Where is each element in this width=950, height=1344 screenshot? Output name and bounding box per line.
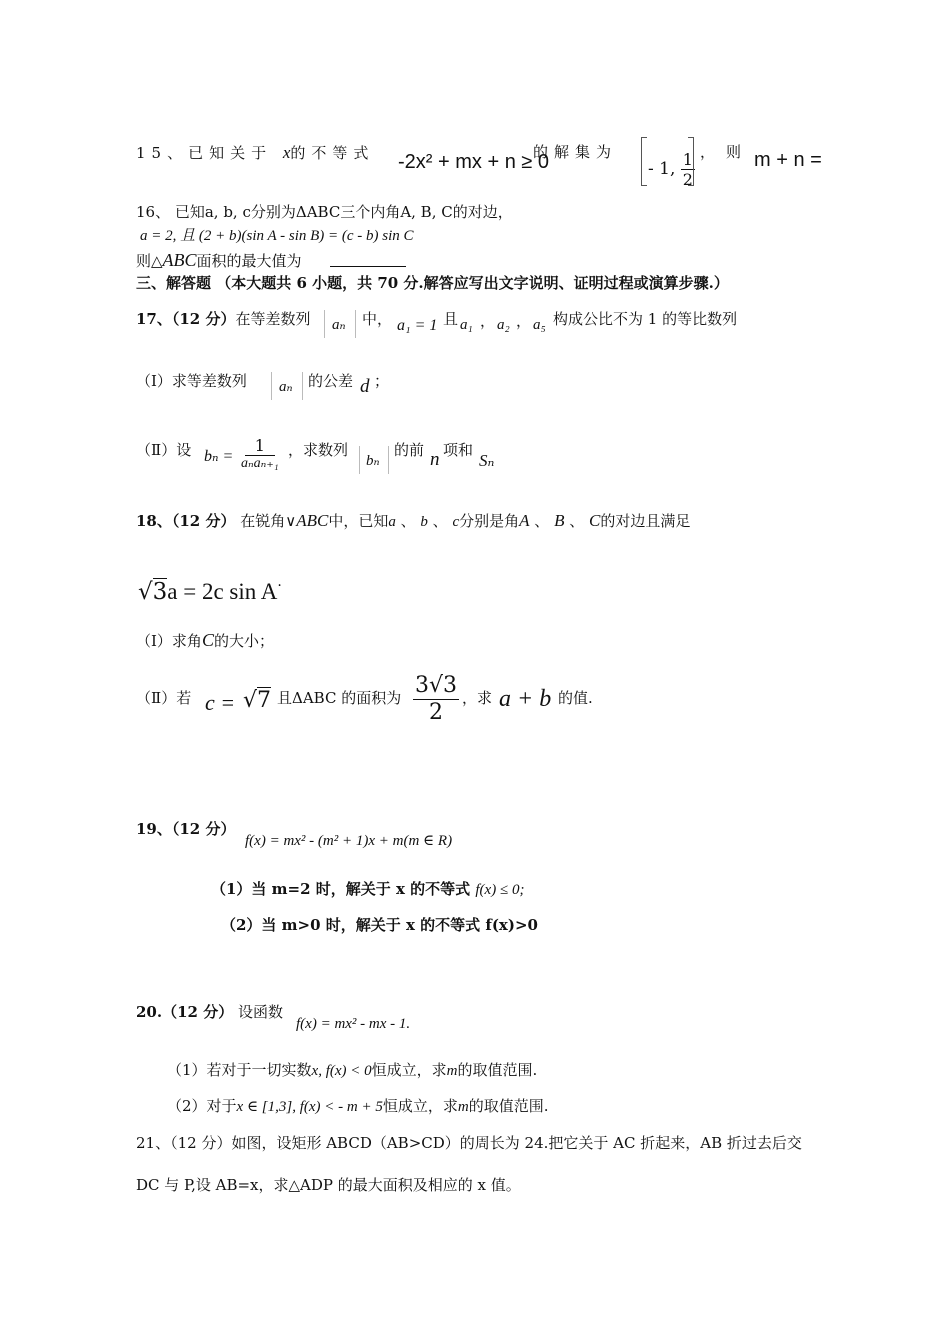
q15-then: 则 bbox=[726, 143, 742, 161]
q18-p1-post: 的大小； bbox=[213, 632, 274, 650]
q17-p2-s: Sₙ bbox=[479, 451, 495, 470]
q19-func: f(x) = mx² - (m² + 1)x + m(m ∈ R) bbox=[245, 833, 453, 849]
q17-p2-mid: ，求数列 bbox=[288, 441, 349, 459]
q18-p2-sqrt-wrap: √7 bbox=[243, 688, 272, 713]
q18-line: 18、（12 分） 在锐角∨ABC中，已知a 、 b 、 c分别是角A 、 B 、 C的对边且满足 bbox=[136, 511, 691, 530]
q17-line bbox=[136, 310, 311, 328]
q20-p1 bbox=[167, 1061, 537, 1080]
q15-interval-den: 2 bbox=[682, 170, 693, 190]
q20-t1: 设函数 bbox=[233, 1003, 283, 1021]
q17-p2-fraction bbox=[241, 436, 279, 473]
q17-p2-mid2: 的前 bbox=[394, 441, 425, 459]
q16-answer-blank bbox=[330, 266, 406, 267]
q18-p1-C: C bbox=[201, 630, 214, 650]
q18-C: C bbox=[589, 511, 601, 530]
q20-p2-expr: x ∈ [1,3], f(x) < - m + 5 bbox=[236, 1099, 383, 1115]
q15-tail: ， bbox=[700, 143, 716, 161]
q15-mid: 的不等式 bbox=[290, 144, 375, 162]
q17-t1: 在等差数列 bbox=[235, 310, 311, 328]
q18-p2-fraction bbox=[413, 673, 459, 727]
q17-p2-pre: （Ⅱ）设 bbox=[136, 441, 192, 459]
q18-eq-rest: a = 2c sin A bbox=[167, 579, 278, 604]
q18-p2-pre: （Ⅱ）若 bbox=[136, 689, 192, 707]
q18-p2-frac bbox=[413, 673, 459, 727]
q16-line1: 16、 已知a, b, c分别为ΔABC三个内角A, B, C的对边， bbox=[136, 203, 513, 221]
q20-p1-pre: （1）若对于一切实数 bbox=[167, 1061, 312, 1079]
q18-eq-sqrt: 3 bbox=[152, 579, 168, 605]
q18-p2-mid2: ，求 bbox=[462, 689, 493, 707]
q20-p1-end: 的取值范围. bbox=[457, 1061, 538, 1079]
q17-t4: 构成公比不为 1 的等比数列 bbox=[553, 310, 738, 328]
q15-interval-left-bracket bbox=[641, 137, 647, 186]
q17-a2: a₂ bbox=[497, 317, 510, 333]
q18-t4: 的对边且满足 bbox=[600, 512, 691, 530]
q17-p2-num: 1 bbox=[245, 436, 275, 456]
q19-p1 bbox=[211, 880, 524, 899]
q18-t3: 分别是角 bbox=[459, 512, 520, 530]
q18-p2-ab: a + b bbox=[499, 686, 552, 712]
q19-head: 19、（12 分） bbox=[136, 820, 236, 838]
q18-equation: √3a = 2c sin A· bbox=[138, 578, 282, 605]
q15-var: x bbox=[282, 143, 291, 162]
q17-a1: a₁ bbox=[460, 317, 473, 333]
q18-abc: ABC bbox=[296, 511, 329, 530]
q20-p1-mid: 恒成立，求 bbox=[371, 1061, 447, 1079]
q17-comma2: ， bbox=[516, 312, 532, 330]
q17-p2-frac bbox=[241, 436, 279, 473]
q17-a1eq: a₁ = 1 bbox=[397, 317, 438, 334]
q17-seq: aₙ bbox=[332, 317, 346, 333]
q18-p2-sqrt: 7 bbox=[257, 688, 272, 713]
q15-expr: -2x² + mx + n ≥ 0 bbox=[398, 151, 550, 173]
q20-p2-end: 的取值范围. bbox=[468, 1097, 549, 1115]
q18-p1 bbox=[136, 630, 274, 652]
q17-p1-d: d bbox=[360, 376, 370, 397]
q18-c: c bbox=[452, 514, 460, 530]
q20-p1-m: m bbox=[446, 1063, 458, 1079]
q17-a5: a₅ bbox=[533, 317, 546, 333]
q18-head: 18、（12 分） bbox=[136, 512, 236, 530]
q17-comma1: ， bbox=[480, 312, 496, 330]
q17-p1-end: ； bbox=[374, 372, 390, 390]
q16-line3-pre: 则△ bbox=[136, 252, 163, 270]
q16-line3 bbox=[136, 250, 302, 272]
q18-p2-mid: 且ΔABC 的面积为 bbox=[277, 689, 402, 707]
q17-head: 17、（12 分） bbox=[136, 310, 236, 328]
q20-p2-m: m bbox=[457, 1099, 469, 1115]
q18-p2-end: 的值. bbox=[558, 689, 593, 707]
q15-label: 15、已知关于 bbox=[136, 144, 273, 162]
q20-p2-mid: 恒成立，求 bbox=[382, 1097, 458, 1115]
q17-p2-mid3: 项和 bbox=[443, 441, 474, 459]
q20-func: f(x) = mx² - mx - 1. bbox=[296, 1016, 411, 1032]
q18-t2: 中，已知 bbox=[328, 512, 389, 530]
q17-t3: 且 bbox=[443, 310, 459, 328]
q19-p2: （2）当 m>0 时，解关于 x 的不等式 f(x)>0 bbox=[221, 916, 538, 934]
q15-mid2: 的解集为 bbox=[533, 143, 618, 161]
q15-interval-left: - 1, bbox=[648, 159, 676, 180]
q17-p1-pre: （Ⅰ）求等差数列 bbox=[136, 372, 247, 390]
q18-eq-dot: · bbox=[277, 578, 282, 594]
q18-p2-c: c = bbox=[205, 690, 236, 715]
q21-line2: DC 与 P,设 AB=x，求△ADP 的最大面积及相应的 x 值。 bbox=[136, 1176, 521, 1194]
q18-p2-den: 2 bbox=[429, 700, 443, 726]
q19-p1-expr: f(x) ≤ 0; bbox=[475, 882, 525, 898]
q19-p1-text: （1）当 m=2 时，解关于 x 的不等式 bbox=[211, 880, 471, 898]
q17-p2-b: bₙ = bbox=[204, 448, 234, 465]
q20-head: 20.（12 分） bbox=[136, 1003, 234, 1021]
q18-B: B bbox=[554, 511, 565, 530]
q20-p2-pre: （2）对于 bbox=[167, 1097, 237, 1115]
q16-line2: a = 2, 且 (2 + b)(sin A - sin B) = (c - b) sin C bbox=[140, 228, 414, 244]
q18-b: b bbox=[420, 514, 428, 530]
q17-p2-seq: bₙ bbox=[366, 453, 380, 469]
q21-line1: 21、（12 分）如图，设矩形 ABCD（AB>CD）的周长为 24.把它关于 AC 折起来，AB 折过去后交 bbox=[136, 1134, 802, 1152]
q20-p2 bbox=[167, 1097, 549, 1116]
q18-p1-pre: （Ⅰ）求角 bbox=[136, 632, 202, 650]
q18-A: A bbox=[519, 511, 530, 530]
q20-line bbox=[136, 1003, 283, 1021]
q15-interval-num: 1 bbox=[682, 150, 693, 169]
q16-line3-post: 面积的最大值为 bbox=[196, 252, 302, 270]
q17-p2-den: aₙaₙ₊₁ bbox=[241, 456, 279, 472]
q18-p2-num: 3√3 bbox=[413, 673, 459, 700]
q18-a: a bbox=[388, 514, 396, 530]
q17-t2: 中， bbox=[362, 310, 393, 328]
q15-ask: m + n = bbox=[754, 149, 822, 171]
section3-heading: 三、解答题 （本大题共 6 小题，共 70 分.解答应写出文字说明、证明过程或演算步骤.） bbox=[136, 274, 729, 292]
q15-interval-right-bracket bbox=[688, 137, 694, 186]
q18-t1: 在锐角∨ bbox=[235, 512, 297, 530]
q17-p1-seq: aₙ bbox=[279, 379, 293, 395]
q16-line3-abc: ABC bbox=[162, 250, 197, 270]
q20-p1-expr: x, f(x) < 0 bbox=[311, 1063, 372, 1079]
q17-p1-mid: 的公差 bbox=[308, 372, 354, 390]
q17-p2-n: n bbox=[430, 449, 440, 470]
q15-line bbox=[136, 143, 374, 163]
